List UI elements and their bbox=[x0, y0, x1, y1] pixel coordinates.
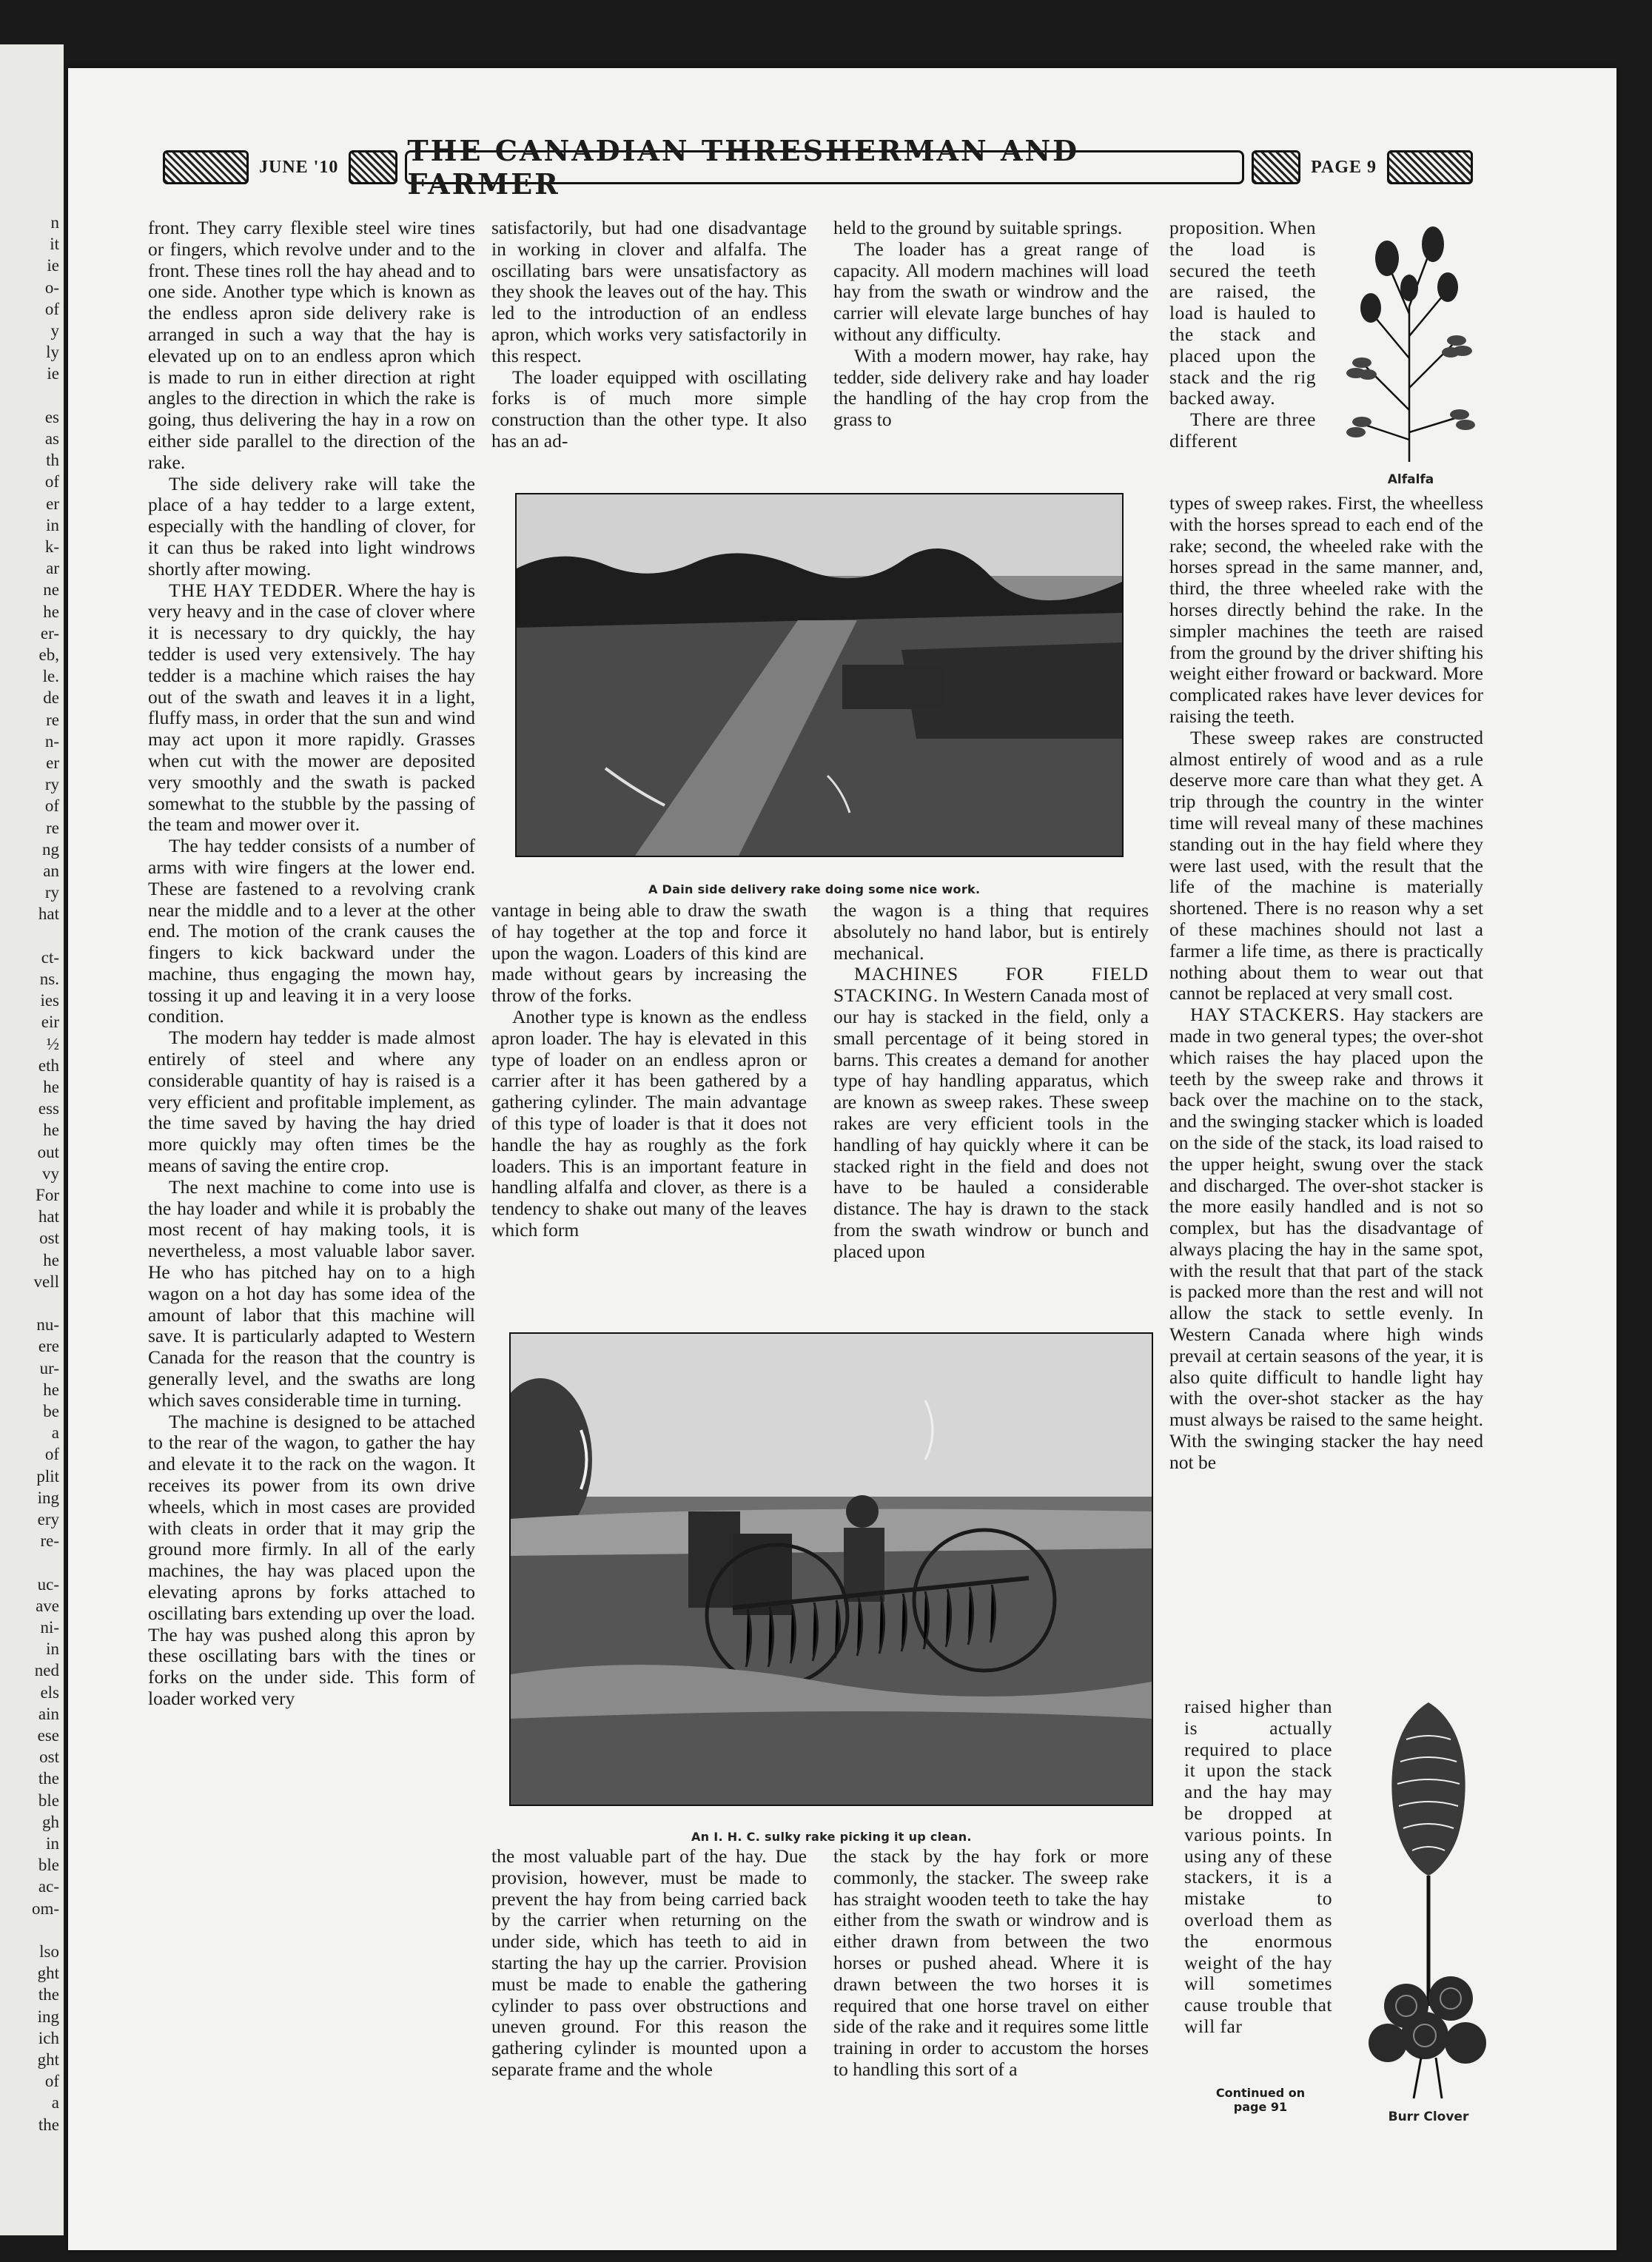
prev-page-fragment: the bbox=[38, 1985, 59, 2004]
photo2-caption: An I. H. C. sulky rake picking it up clean. bbox=[691, 1830, 972, 1844]
prev-page-fragment: of bbox=[44, 299, 59, 318]
prev-page-fragment: For bbox=[36, 1186, 59, 1204]
paragraph-text: The hay tedder consists of a number of arms with wire fingers at the lower end. These are fastened to a revolving crank near the middle and to a lever at the other end. The motion of the crank causes the fingers to kick backward under the machine, thus engaging the mown hay, tossing it up and leaving it in a very loose condition. bbox=[148, 835, 475, 1027]
prev-page-fragment: ies bbox=[40, 991, 59, 1010]
prev-page-fragment: els bbox=[40, 1682, 59, 1702]
continued-notice-line2: page 91 bbox=[1233, 2100, 1288, 2114]
section-heading: THE HAY TEDDER. bbox=[169, 579, 343, 601]
photo-side-delivery-rake-image bbox=[517, 494, 1122, 856]
paragraph-text: Hay stackers are made in two general types; the over-shot which raises the hay placed upon the teeth by the sweep rake and throws it back over the machine on to the stack, and the swinging stacker which is loaded on the side of the stack, its load raised to the upper height, swung over the stack and discharged. The over-shot stacker is the more easily handled and is not so complex, but has the disadvantage of always placing the hay in the same spot, with the result that that part of the stack is packed more than the rest and will not allow the stack to settle evenly. In Western Canada where high winds prevail at certain seasons of the year, it is also quite difficult to handle light hay with the over-shot stacker as the hay must always be raised to the same height. With the swinging stacker the hay need not be bbox=[1169, 1004, 1483, 1473]
paragraph-text: types of sweep rakes. First, the wheelless with the horses spread to each end of the rake; second, the wheeled rake with the horses spread in the same manner, and, third, the three wheeled rake with the horses directly behind the rake. In the simpler machines the teeth are raised from the ground by the driver shifting his weight either froward or backward. More complicated rakes have lever devices for raising the teeth. bbox=[1169, 492, 1483, 727]
article-paragraph bbox=[833, 346, 1149, 431]
prev-page-fragment: ie bbox=[47, 364, 59, 383]
prev-page-fragment: ½ bbox=[46, 1034, 59, 1053]
paragraph-text: held to the ground by suitable springs. bbox=[833, 217, 1123, 238]
prev-page-fragment: n bbox=[50, 213, 59, 232]
prev-page-fragment: he bbox=[43, 1380, 59, 1399]
photo-side-delivery-rake bbox=[515, 493, 1124, 857]
column-2-bottom bbox=[491, 1846, 807, 2081]
paragraph-text: satisfactorily, but had one disadvantage in working in clover and alfalfa. The oscillating bars were unsatisfactory as they shook the leaves out of the hay. This led to the introduction of an endless apron, which works very satisfactorily in this respect. bbox=[491, 217, 807, 366]
article-paragraph bbox=[833, 218, 1149, 239]
column-3-middle bbox=[833, 900, 1149, 1263]
paragraph-text: the wagon is a thing that requires absolutely no hand labor, but is entirely mechanical. bbox=[833, 899, 1149, 964]
paragraph-text: Where the hay is very heavy and in the case of clover where it is necessary to dry quickly, the hay tedder is used very extensively. The hay tedder is a machine which raises the hay out of the swath and leaves it in a light, fluffy mass, in order that the sun and wind may act upon it more rapidly. Grasses when cut with the mower are deposited very smoothly and the swath is packed somewhat to the stubble by the passing of the team and mower over it. bbox=[148, 579, 476, 836]
prev-page-fragment: re- bbox=[40, 1531, 59, 1551]
prev-page-fragment: ng bbox=[42, 839, 59, 859]
column-3-top bbox=[833, 218, 1149, 431]
article-paragraph bbox=[148, 836, 475, 1027]
prev-page-fragment: he bbox=[43, 1250, 59, 1269]
prev-page-fragment: vy bbox=[42, 1164, 59, 1183]
header-scroll-ornament-icon bbox=[349, 150, 397, 184]
prev-page-fragment: an bbox=[43, 862, 59, 880]
prev-page-fragment: of bbox=[44, 796, 59, 816]
article-paragraph bbox=[148, 218, 475, 474]
prev-page-fragment: ac- bbox=[38, 1877, 59, 1896]
paragraph-text: With a modern mower, hay rake, hay tedder, side delivery rake and hay loader the handling of the hay crop from the grass to bbox=[833, 344, 1149, 431]
prev-page-fragment: in bbox=[46, 515, 59, 534]
article-paragraph bbox=[148, 1027, 475, 1177]
prev-page-fragment: ble bbox=[38, 1791, 59, 1810]
paragraph-text: The modern hay tedder is made almost entirely of steel and where any considerable quantity of hay is raised is a very efficient and profitable implement, as the time saved by having the hay dried more quickly may often times be the means of saving the entire crop. bbox=[148, 1027, 475, 1177]
prev-page-fragment: he bbox=[43, 1121, 59, 1140]
article-paragraph bbox=[833, 964, 1149, 1262]
prev-page-fragment: ain bbox=[38, 1704, 59, 1723]
photo-sulky-rake-image bbox=[511, 1334, 1152, 1805]
article-paragraph bbox=[491, 218, 807, 367]
column-2-middle bbox=[491, 900, 807, 1241]
issue-date: JUNE '10 bbox=[259, 157, 339, 177]
prev-page-fragment: ly bbox=[46, 343, 59, 362]
prev-page-fragment: eir bbox=[41, 1013, 59, 1032]
alfalfa-illustration bbox=[1335, 218, 1483, 469]
article-paragraph bbox=[1184, 1696, 1332, 2038]
paragraph-text: raised higher than is actually required to place it upon the stack and the hay may be dropped at various points. In using any of these stackers, it is a mistake to overload them as the enormous weight of the hay will sometimes cause trouble that will far bbox=[1184, 1696, 1332, 2037]
prev-page-fragment: he bbox=[43, 602, 59, 621]
prev-page-fragment: ry bbox=[44, 883, 59, 902]
prev-page-fragment: re bbox=[46, 710, 59, 729]
prev-page-fragment: of bbox=[44, 2072, 59, 2091]
prev-page-fragment: a bbox=[51, 2093, 59, 2112]
prev-page-fragment: ns. bbox=[39, 970, 59, 988]
article-paragraph bbox=[148, 1177, 475, 1412]
prev-page-fragment: eb, bbox=[38, 645, 59, 664]
prev-page-fragment: lso bbox=[39, 1942, 59, 1961]
prev-page-fragment: o- bbox=[44, 278, 59, 297]
publication-title: THE CANADIAN THRESHERMAN AND FARMER bbox=[405, 150, 1244, 184]
prev-page-fragment: ich bbox=[38, 2028, 59, 2047]
paragraph-text: Another type is known as the endless apron loader. The hay is elevated in this type of loader on an endless apron or carrier after it has been gathered by a gathering cylinder. The main advantage of this type of loader is that it does not handle the hay as roughly as the fork loaders. This is an important feature in handling alfalfa and clover, as there is a tendency to shake out many of the leaves which form bbox=[491, 1005, 807, 1241]
photo-sulky-rake bbox=[509, 1332, 1153, 1806]
paragraph-text: The loader has a great range of capacity. All modern machines will load hay from the swath or windrow and the carrier will elevate large bunches of hay without any difficulty. bbox=[833, 238, 1149, 345]
prev-page-fragment: ere bbox=[38, 1337, 59, 1356]
article-paragraph bbox=[1169, 1004, 1483, 1474]
paragraph-text: There are three different bbox=[1169, 409, 1316, 452]
paragraph-text: front. They carry flexible steel wire tines or fingers, which revolve under and to the front. These tines roll the hay ahead and to one side. Another type which is known as the endless apron side delivery rake is arranged in such a way that the hay is elevated up on to an endless apron which is made to run in either direction at right angles to the direction in which the rake is going, thus delivering the hay in a row on either side parallel to the direction of the rake. bbox=[148, 217, 475, 473]
page-header-banner bbox=[163, 134, 1473, 201]
prev-page-fragment: ese bbox=[37, 1726, 59, 1745]
section-heading: MACHINES FOR FIELD STACKING. bbox=[833, 963, 1149, 1007]
prev-page-fragment: he bbox=[43, 1078, 59, 1096]
prev-page-fragment: ned bbox=[34, 1661, 59, 1680]
header-left-ornament-icon bbox=[163, 150, 249, 184]
article-paragraph bbox=[491, 367, 807, 452]
prev-page-fragment: the bbox=[38, 1769, 59, 1788]
article-paragraph bbox=[491, 1846, 807, 2081]
header-right-ornament-icon bbox=[1387, 150, 1473, 184]
prev-page-fragment: ar bbox=[46, 559, 59, 578]
burr-clover-illustration bbox=[1354, 1695, 1502, 2110]
column-4-top bbox=[1169, 218, 1316, 452]
prev-page-fragment: ne bbox=[43, 580, 59, 600]
column-2-top bbox=[491, 218, 807, 452]
prev-page-fragment: om- bbox=[31, 1899, 59, 1918]
prev-page-fragment: ni- bbox=[40, 1618, 59, 1637]
prev-page-fragment: ave bbox=[36, 1596, 59, 1615]
prev-page-fragment: plit bbox=[36, 1466, 59, 1486]
prev-page-fragment: of bbox=[44, 472, 59, 491]
paragraph-text: The loader equipped with oscillating forks is of much more simple construction than the other type. It also has an ad- bbox=[491, 366, 807, 452]
prev-page-fragment: n- bbox=[44, 731, 59, 751]
prev-page-fragment: gh bbox=[42, 1812, 59, 1831]
paragraph-text: The next machine to come into use is the hay loader and while it is probably the most recent of hay making tools, it is nevertheless, a most valuable labor saver. He who has pitched hay on to a high wagon on a hot day has some idea of the amount of labor that this machine will save. It is particularly adapted to Western Canada for the reason that the country is generally level, and the swaths are long which saves considerable time in turning. bbox=[148, 1175, 475, 1411]
prev-page-fragment: in bbox=[46, 1834, 59, 1853]
prev-page-fragment: ry bbox=[44, 775, 59, 794]
prev-page-fragment: es bbox=[44, 407, 59, 426]
prev-page-fragment: ur- bbox=[39, 1358, 59, 1377]
paragraph-text: the stack by the hay fork or more commonly, the stacker. The sweep rake has straight wooden teeth to take the hay either from the swath or windrow and is either drawn from between the two horses or pushed ahead. Where it is drawn between the two horses it is required that one horse travel on either side of the rake and it requires some little training in order to accustom the horses to handling this sort of a bbox=[833, 1845, 1149, 2080]
prev-page-fragment: vell bbox=[33, 1272, 59, 1291]
prev-page-fragment: as bbox=[44, 429, 59, 448]
paragraph-text: The machine is designed to be attached to the rear of the wagon, to gather the hay and elevate it to the rack on the wagon. It receives its power from its own drive wheels, which in most cases are provided with cleats in order that it may grip the ground more firmly. In all of the early machines, the hay was placed upon the elevating aprons by forks attached to oscillating bars extending up over the load. The hay was pushed along this apron by these oscillating bars with the tines or forks on the under side. This form of loader worked very bbox=[148, 1410, 475, 1709]
prev-page-fragment: be bbox=[43, 1402, 59, 1420]
paragraph-text: proposition. When the load is secured the teeth are raised, the load is hauled to the stack and placed upon the stack and the rig backed away. bbox=[1169, 217, 1316, 409]
prev-page-fragment: ct- bbox=[41, 947, 59, 967]
continued-notice bbox=[1205, 2086, 1316, 2114]
prev-page-fragment: ght bbox=[37, 2050, 59, 2069]
paragraph-text: vantage in being able to draw the swath of hay together at the top and force it upon the wagon. Loaders of this kind are made without gears by increasing the throw of the forks. bbox=[491, 899, 807, 1007]
prev-page-fragment: of bbox=[44, 1445, 59, 1464]
prev-page-fragment: a bbox=[51, 1423, 59, 1443]
paragraph-text: The side delivery rake will take the place of a hay tedder to a large extent, especially with the handling of clover, for it can thus be raked into light windrows shortly after mowing. bbox=[148, 472, 475, 580]
article-paragraph bbox=[491, 900, 807, 1007]
prev-page-fragment: ing bbox=[37, 2007, 59, 2026]
prev-page-fragment: eth bbox=[38, 1056, 59, 1075]
column-1 bbox=[148, 218, 475, 1710]
page-number: PAGE 9 bbox=[1311, 157, 1377, 177]
prev-page-fragment: ght bbox=[37, 1964, 59, 1983]
prev-page-fragment: ost bbox=[39, 1229, 59, 1248]
prev-page-fragment: er- bbox=[40, 623, 59, 642]
prev-page-fragment: y bbox=[50, 321, 59, 340]
prev-page-fragment: in bbox=[46, 1640, 59, 1659]
article-paragraph bbox=[833, 1846, 1149, 2081]
article-paragraph bbox=[1169, 493, 1483, 728]
prev-page-fragment: hat bbox=[38, 1207, 59, 1226]
column-4-bottom bbox=[1184, 1696, 1332, 2038]
prev-page-fragment: ery bbox=[37, 1510, 59, 1528]
article-paragraph bbox=[1169, 728, 1483, 1004]
prev-page-fragment: k- bbox=[44, 537, 59, 556]
article-paragraph bbox=[148, 474, 475, 580]
prev-page-fragment: uc- bbox=[37, 1574, 59, 1594]
section-heading: HAY STACKERS. bbox=[1190, 1004, 1346, 1026]
column-4-main bbox=[1169, 493, 1483, 1474]
prev-page-fragment: er bbox=[46, 494, 59, 513]
prev-page-fragment: re bbox=[46, 818, 59, 837]
prev-page-fragment: nu- bbox=[36, 1315, 59, 1335]
article-paragraph bbox=[491, 1007, 807, 1241]
prev-page-fragment: the bbox=[38, 2115, 59, 2134]
article-paragraph bbox=[833, 239, 1149, 346]
paragraph-text: These sweep rakes are constructed almost entirely of wood and as a rule deserve more care than what they get. A trip through the country in the winter time will reveal many of these machines standing out in the hay field where they were last used, with the result that the life of the machine is materially shortened. There is no reason why a set of these machines should not last a farmer a life time, as there is practically nothing about them to wear out that cannot be replaced at very small cost. bbox=[1169, 726, 1483, 1004]
article-paragraph bbox=[1169, 409, 1316, 452]
prev-page-fragment: ing bbox=[37, 1488, 59, 1507]
column-3-bottom bbox=[833, 1846, 1149, 2081]
article-paragraph bbox=[148, 1412, 475, 1710]
alfalfa-caption: Alfalfa bbox=[1387, 472, 1434, 487]
prev-page-fragment: le. bbox=[42, 667, 59, 686]
prev-page-fragment: it bbox=[50, 235, 59, 254]
paragraph-text: the most valuable part of the hay. Due provision, however, must be made to prevent the hay from being carried back by the carrier when returning on the under side, which has teeth to aid in starting the hay up the carrier. Provision must be made to enable the gathering cylinder to pass over obstructions and uneven ground. For this reason the gathering cylinder is mounted upon a separate frame and the whole bbox=[491, 1845, 807, 2080]
burr-clover-caption: Burr Clover bbox=[1388, 2110, 1469, 2124]
prev-page-fragment: ie bbox=[47, 256, 59, 275]
prev-page-fragment: th bbox=[46, 451, 59, 470]
article-paragraph bbox=[1169, 218, 1316, 409]
continued-notice-line1: Continued on bbox=[1215, 2086, 1306, 2100]
photo1-caption: A Dain side delivery rake doing some nice work. bbox=[648, 882, 981, 896]
article-paragraph bbox=[148, 580, 475, 836]
prev-page-fragment: er bbox=[46, 754, 59, 772]
prev-page-fragment: out bbox=[37, 1142, 59, 1161]
prev-page-fragment: ess bbox=[38, 1099, 59, 1118]
prev-page-fragment: de bbox=[43, 688, 59, 708]
paragraph-text: In Western Canada most of our hay is stacked in the field, only a small percentage of it being stored in barns. This creates a demand for another type of hay handling apparatus, which are known as sweep rakes. These sweep rakes are very efficient tools in the handling of hay quickly where it can be stacked right in the field and does not have to be hauled a considerable distance. The hay is drawn to the stack from the swath windrow or bunch and placed upon bbox=[833, 984, 1149, 1262]
prev-page-fragment: hat bbox=[38, 905, 59, 924]
previous-page-edge bbox=[0, 44, 64, 2235]
prev-page-fragment: ost bbox=[39, 1748, 59, 1767]
article-paragraph bbox=[833, 900, 1149, 964]
prev-page-fragment: ble bbox=[38, 1856, 59, 1875]
header-right-scroll-ornament-icon bbox=[1252, 150, 1300, 184]
